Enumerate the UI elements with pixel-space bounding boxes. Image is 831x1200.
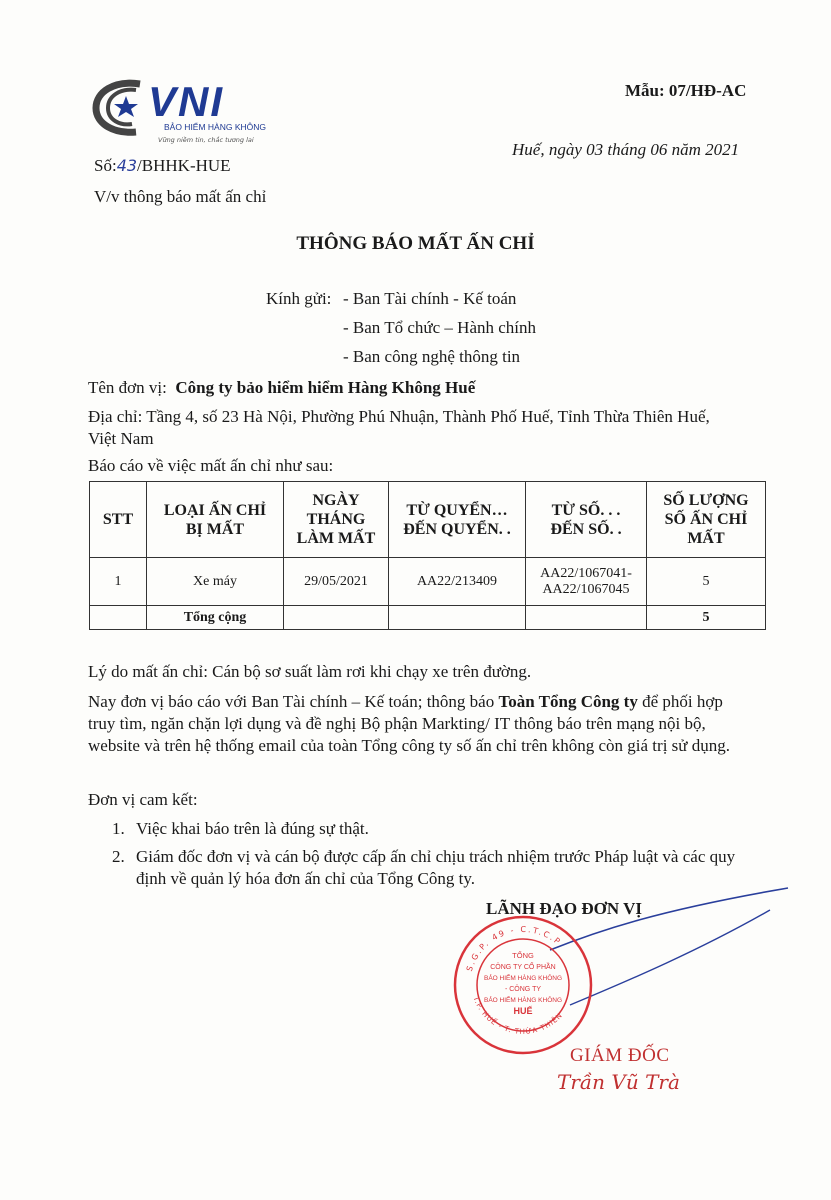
place-date: Huế, ngày 03 tháng 06 năm 2021 <box>512 140 740 159</box>
header-book-line2: ĐẾN QUYỂN. . <box>403 520 511 538</box>
seal-line4: - CÔNG TY <box>504 986 542 993</box>
header-qty-line2: SỐ ẤN CHỈ <box>664 511 748 528</box>
seal-ring-top: S.G.P. 49 - C.T.C.P <box>464 924 564 973</box>
cell-qty: 5 <box>647 558 766 606</box>
total-cell-date <box>284 606 389 630</box>
recipient-finance: - Ban Tài chính - Kế toán <box>343 289 517 308</box>
header-serial-line1: TỪ SỐ. . . <box>551 501 621 519</box>
lost-receipts-table <box>89 481 766 630</box>
loss-reason: Lý do mất ấn chỉ: Cán bộ sơ suất làm rơi khi chạy xe trên đường. <box>88 662 532 681</box>
logo-brand: VNI <box>148 78 225 125</box>
logo-emblem <box>96 83 140 132</box>
commitment-item-text: Giám đốc đơn vị và cán bộ được cấp ấn chỉ chịu trách nhiệm trước Pháp luật và các quy định về quản lý hóa đơn ấn chỉ của Tổng Công ty. <box>136 847 736 888</box>
cell-serial-to: AA22/1067045 <box>542 581 630 597</box>
unit-name-line <box>88 378 475 398</box>
cell-type: Xe máy <box>147 558 284 606</box>
total-label: Tổng cộng <box>147 606 284 630</box>
header-date <box>284 482 389 558</box>
logo-line1: BẢO HIỂM HÀNG KHÔNG <box>164 122 267 132</box>
seal-line1: TỔNG <box>512 951 534 960</box>
total-qty: 5 <box>647 606 766 630</box>
header-serial <box>526 482 647 558</box>
header-serial-line2: ĐẾN SỐ. . <box>550 520 622 538</box>
document-subject: V/v thông báo mất ấn chỉ <box>94 187 267 206</box>
unit-name: Công ty bảo hiểm hiểm Hàng Không Huế <box>175 378 476 397</box>
signature-leader-label: LÃNH ĐẠO ĐƠN VỊ <box>486 899 643 918</box>
header-stt: STT <box>90 482 147 558</box>
director-name: Trần Vũ Trà <box>557 1070 680 1094</box>
seal-line6: HUẾ <box>513 1006 533 1016</box>
cell-serial <box>526 558 647 606</box>
header-date-line3: LÀM MẤT <box>296 530 376 547</box>
director-title: GIÁM ĐỐC <box>570 1045 670 1066</box>
header-type-line2: BỊ MẤT <box>185 520 245 538</box>
seal-line5: BẢO HIỂM HÀNG KHÔNG <box>483 997 563 1004</box>
table-total-row <box>90 606 766 630</box>
document-title: THÔNG BÁO MẤT ẤN CHỈ <box>296 233 535 254</box>
commitment-label: Đơn vị cam kết: <box>88 790 198 809</box>
cell-stt: 1 <box>90 558 147 606</box>
logo-tagline: Vững niềm tin, chắc tương lai <box>158 136 254 144</box>
vni-logo <box>92 70 292 150</box>
seal-ring-bottom: T.P. HUẾ - T. THỪA THIÊN <box>471 995 565 1036</box>
doc-no-handwritten: 43 <box>116 156 138 175</box>
header-qty-line1: SỐ LƯỢNG <box>663 492 749 509</box>
company-seal <box>450 912 596 1058</box>
header-book <box>389 482 526 558</box>
cell-book: AA22/213409 <box>389 558 526 606</box>
doc-no-prefix: Số: <box>94 156 117 175</box>
notice-part2: để phối hợp truy tìm, ngăn chặn lợi dụng và đề nghị Bộ phận Markting/ IT thông báo trên mạng nội bộ, website và trên hệ thống email của toàn Tổng công ty số ấn chỉ trên không còn giá trị sử dụng. <box>88 692 730 755</box>
unit-label: Tên đơn vị: <box>88 378 167 397</box>
cell-serial-from: AA22/1067041- <box>540 565 632 581</box>
header-qty-line3: MẤT <box>687 530 725 547</box>
notice-paragraph <box>88 691 750 757</box>
commitment-item <box>112 818 752 842</box>
header-date-line1: NGÀY <box>312 492 360 509</box>
doc-no-suffix: /BHHK-HUE <box>137 156 231 175</box>
header-qty <box>647 482 766 558</box>
header-type <box>147 482 284 558</box>
salutation-label: Kính gửi: <box>266 289 332 308</box>
recipient-admin: - Ban Tổ chức – Hành chính <box>343 318 537 337</box>
total-cell-stt <box>90 606 147 630</box>
unit-address: Địa chỉ: Tầng 4, số 23 Hà Nội, Phường Phú Nhuận, Thành Phố Huế, Tỉnh Thừa Thiên Huế, Việt Nam <box>88 407 710 448</box>
seal-line3: BẢO HIỂM HÀNG KHÔNG <box>483 975 563 982</box>
commitment-item-number: 1. <box>112 819 125 838</box>
header-date-line2: THÁNG <box>306 511 366 528</box>
seal-line2: CÔNG TY CỔ PHẦN <box>490 964 556 971</box>
table-header-row <box>90 482 766 558</box>
notice-part1: Nay đơn vị báo cáo với Ban Tài chính – Kế toán; thông báo <box>88 692 499 711</box>
report-intro: Báo cáo về việc mất ấn chỉ như sau: <box>88 456 334 475</box>
cell-date: 29/05/2021 <box>284 558 389 606</box>
header-type-line1: LOẠI ẤN CHỈ <box>163 501 267 519</box>
recipient-it: - Ban công nghệ thông tin <box>343 347 521 366</box>
header-book-line1: TỪ QUYỂN… <box>406 501 508 519</box>
table-row <box>90 558 766 606</box>
form-code: Mẫu: 07/HĐ-AC <box>625 81 747 100</box>
commitment-item-number: 2. <box>112 847 125 866</box>
total-cell-book <box>389 606 526 630</box>
total-cell-serial <box>526 606 647 630</box>
notice-bold: Toàn Tổng Công ty <box>498 692 638 711</box>
document-number <box>94 156 231 176</box>
commitment-item-text: Việc khai báo trên là đúng sự thật. <box>136 819 369 838</box>
